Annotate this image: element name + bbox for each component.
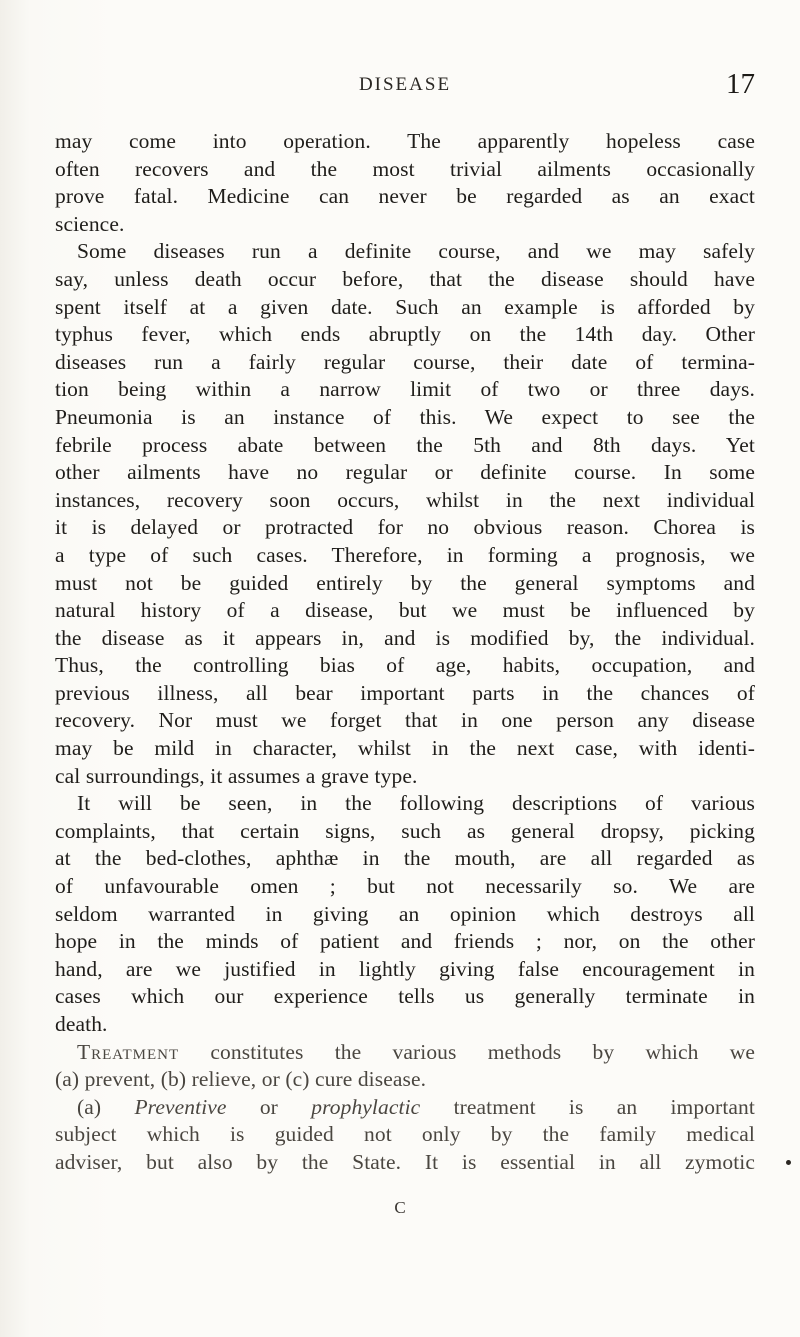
treatment-line-rest: constitutes the various methods by which we [210,1039,755,1064]
text-line: other ailments have no regular or definite course. In some [55,460,755,485]
text-line: the disease as it appears in, and is modified by, the individual. [55,625,755,650]
text-line: instances, recovery soon occurs, whilst in the next individual [55,487,755,512]
text-line: typhus fever, which ends abruptly on the 14th day. Other [55,322,755,347]
text-line: may come into operation. The apparently hopeless case [55,129,755,153]
text-line: subject which is guided not only by the family medical [55,1122,755,1147]
text-line: diseases run a fairly regular course, their date of termina- [55,349,755,374]
text-line: natural history of a disease, but we must be influenced by [55,598,755,623]
text-line: adviser, but also by the State. It is essential in all zymotic [55,1149,755,1174]
paragraph-3 [55,790,755,1038]
text-line: Some diseases run a definite course, and we may safely [77,239,755,264]
preventive-or: or [259,1094,278,1119]
paragraph-treatment [55,1039,755,1094]
text-line: science. [55,211,125,236]
text-line: spent itself at a given date. Such an example is afforded by [55,294,755,319]
text-line: Pneumonia is an instance of this. We expect to see the [55,404,755,429]
running-head: DISEASE [358,74,452,95]
treatment-term: Treatment [77,1039,180,1064]
text-line: at the bed-clothes, aphthæ in the mouth, are all regarded as [55,846,755,871]
text-line: often recovers and the most trivial ailments occasionally [55,156,755,181]
text-line: cases which our experience tells us generally terminate in [55,984,755,1009]
text-line: hand, are we justified in lightly giving false encouragement in [55,956,755,981]
text-line: a type of such cases. Therefore, in forming a prognosis, we [55,542,755,567]
text-line: prove fatal. Medicine can never be regarded as an exact [55,184,755,209]
prophylactic-term: prophylactic [311,1094,421,1119]
text-line: say, unless death occur before, that the disease should have [55,266,755,291]
paragraph-2 [55,238,755,790]
text-line: febrile process abate between the 5th and 8th days. Yet [55,432,755,457]
text-line: of unfavourable omen ; but not necessarily so. We are [55,874,755,899]
text-line: may be mild in character, whilst in the next case, with identi- [55,736,755,761]
text-line: complaints, that certain signs, such as general dropsy, picking [55,818,755,843]
text-line [55,1094,755,1122]
text-line: it is delayed or protracted for no obvious reason. Chorea is [55,515,755,540]
text-line: previous illness, all bear important parts in the chances of [55,680,755,705]
body-text [55,128,755,1177]
page-number: 17 [726,68,755,100]
text-line: seldom warranted in giving an opinion which destroys all [55,901,755,926]
text-line: tion being within a narrow limit of two or three days. [55,377,755,402]
signature-mark: C [394,1198,406,1217]
page-header [55,68,755,108]
text-line: Thus, the controlling bias of age, habits, occupation, and [55,653,755,678]
text-line: hope in the minds of patient and friends ; nor, on the other [55,929,755,954]
text-line [55,1039,755,1067]
text-line: must not be guided entirely by the general symptoms and [55,570,755,595]
paragraph-1 [55,128,755,238]
text-line: cal surroundings, it assumes a grave type. [55,763,418,788]
preventive-term: Preventive [134,1094,227,1119]
preventive-line-rest: treatment is an important [453,1094,755,1119]
preventive-marker: (a) [77,1094,102,1119]
text-line: (a) prevent, (b) relieve, or (c) cure disease. [55,1067,427,1092]
text-line: recovery. Nor must we forget that in one person any disease [55,708,755,733]
paragraph-preventive [55,1094,755,1177]
text-line: It will be seen, in the following descriptions of various [77,791,755,816]
margin-dot-icon [786,1160,791,1165]
text-line: death. [55,1012,108,1036]
